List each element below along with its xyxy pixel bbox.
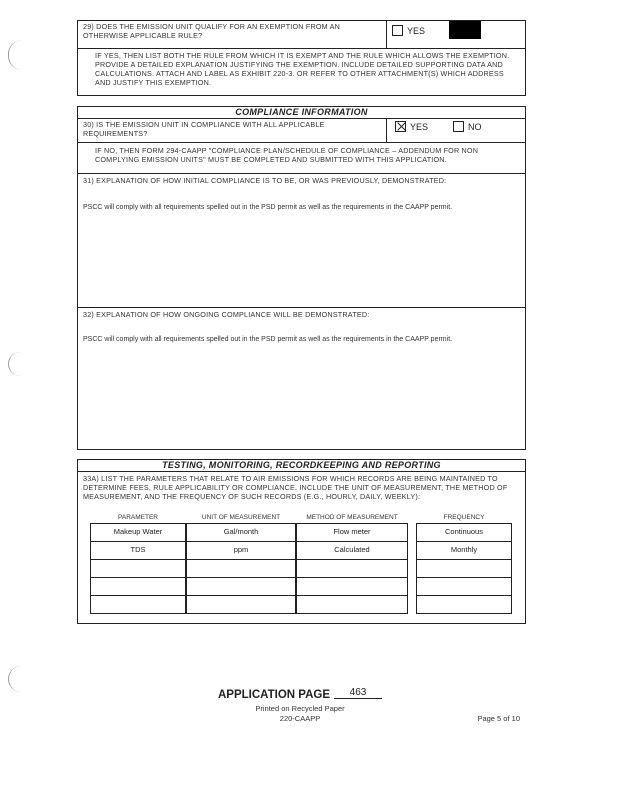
testing-title-divider (77, 471, 526, 472)
application-page-label: APPLICATION PAGE (218, 689, 331, 701)
page-number: Page 5 of 10 (477, 714, 520, 723)
application-page-number: 463 (334, 687, 382, 699)
col-header-frequency: FREQUENCY (443, 514, 485, 521)
table-cell[interactable] (186, 577, 296, 596)
table-cell[interactable] (296, 559, 408, 578)
table-cell[interactable]: TDS (90, 541, 186, 560)
q29a-redaction-block (449, 21, 481, 39)
table-cell[interactable] (296, 577, 408, 596)
compliance-title-divider (77, 118, 526, 119)
q30-instruction: IF NO, THEN FORM 294-CAAPP "COMPLIANCE PLAN/SCHEDULE OF COMPLIANCE – ADDENDUM FOR NON COMPLYING EMISSION UNITS" MUST BE COMPLETED AND SUBMITTED WITH THIS APPLICATION. (95, 146, 479, 164)
compliance-title: COMPLIANCE INFORMATION (235, 107, 368, 117)
col-header-parameter: PARAMETER (118, 514, 158, 521)
table-cell[interactable] (90, 595, 186, 614)
q30-instruction-divider (77, 173, 526, 174)
table-cell[interactable] (416, 595, 512, 614)
q32-answer: PSCC will comply with all requirements spelled out in the PSD permit as well as the requirements in the CAAPP permit. (83, 336, 453, 343)
table-cell[interactable]: Makeup Water (90, 523, 186, 542)
table-cell[interactable] (186, 595, 296, 614)
q30-yes-label: YES (410, 122, 429, 132)
q30-no-checkbox[interactable] (453, 121, 464, 132)
table-cell[interactable] (416, 559, 512, 578)
punch-mark-bottom (8, 666, 22, 692)
q30-no-label: NO (468, 122, 482, 132)
q29a-divider (77, 48, 526, 49)
q31-answer: PSCC will comply with all requirements spelled out in the PSD permit as well as the requirements in the CAAPP permit. (83, 204, 453, 211)
col-header-method: METHOD OF MEASUREMENT (306, 514, 398, 521)
table-cell[interactable]: Flow meter (296, 523, 408, 542)
q31-question: 31) EXPLANATION OF HOW INITIAL COMPLIANCE IS TO BE, OR WAS PREVIOUSLY, DEMONSTRATED: (83, 176, 447, 185)
col-header-unit: UNIT OF MEASUREMENT (201, 514, 281, 521)
q29a-yes-checkbox[interactable] (392, 25, 403, 36)
table-cell[interactable] (90, 577, 186, 596)
printed-on-text: Printed on Recycled Paper (255, 704, 345, 713)
table-cell[interactable]: Monthly (416, 541, 512, 560)
table-cell[interactable] (416, 577, 512, 596)
table-cell[interactable]: Continuous (416, 523, 512, 542)
table-cell[interactable] (186, 559, 296, 578)
q30-answer-divider (386, 118, 387, 142)
punch-mark-middle (8, 352, 22, 376)
testing-title: TESTING, MONITORING, RECORDKEEPING AND REPORTING (162, 460, 441, 470)
q33-question: 33A) LIST THE PARAMETERS THAT RELATE TO AIR EMISSIONS FOR WHICH RECORDS ARE BEING MAINTAINED TO DETERMINE FEES, RULE APPLICABILITY OR COMPLIANCE. INCLUDE THE UNIT OF MEASUREMENT, THE METHOD OF MEASUREMENT, AND THE FREQUENCY OF SUCH RECORDS (E.G., HOURLY, DAILY, WEEKLY): (83, 474, 508, 501)
q29a-yes-label: YES (407, 26, 426, 36)
table-cell[interactable] (296, 595, 408, 614)
table-cell[interactable]: ppm (186, 541, 296, 560)
table-cell[interactable]: Calculated (296, 541, 408, 560)
q29a-yes-divider (386, 20, 387, 48)
table-cell[interactable] (90, 559, 186, 578)
q30-question: 30) IS THE EMISSION UNIT IN COMPLIANCE WITH ALL APPLICABLE REQUIREMENTS? (83, 120, 325, 138)
q32-question: 32) EXPLANATION OF HOW ONGOING COMPLIANCE WILL BE DEMONSTRATED: (83, 310, 370, 319)
q29a-instruction: IF YES, THEN LIST BOTH THE RULE FROM WHICH IT IS EXEMPT AND THE RULE WHICH ALLOWS THE EXEMPTION. PROVIDE A DETAILED EXPLANATION JUSTIFYING THE EXEMPTION. INCLUDE DETAILED SUPPORTING DATA AND CALCULATIONS. ATTACH AND LABEL AS EXHIBIT 220-3. OR REFER TO OTHER ATTACHMENT(S) WHICH ADDRESS AND JUSTIFY THIS EXEMPTION. (95, 51, 510, 87)
q30-divider (77, 142, 526, 143)
q30-yes-checkbox[interactable] (395, 121, 406, 132)
q31-divider (77, 307, 526, 308)
q29a-question: 29) DOES THE EMISSION UNIT QUALIFY FOR AN EXEMPTION FROM AN OTHERWISE APPLICABLE RULE? (83, 22, 341, 40)
table-cell[interactable]: Gal/month (186, 523, 296, 542)
punch-mark-top (8, 40, 22, 70)
form-id: 220-CAAPP (279, 714, 321, 723)
